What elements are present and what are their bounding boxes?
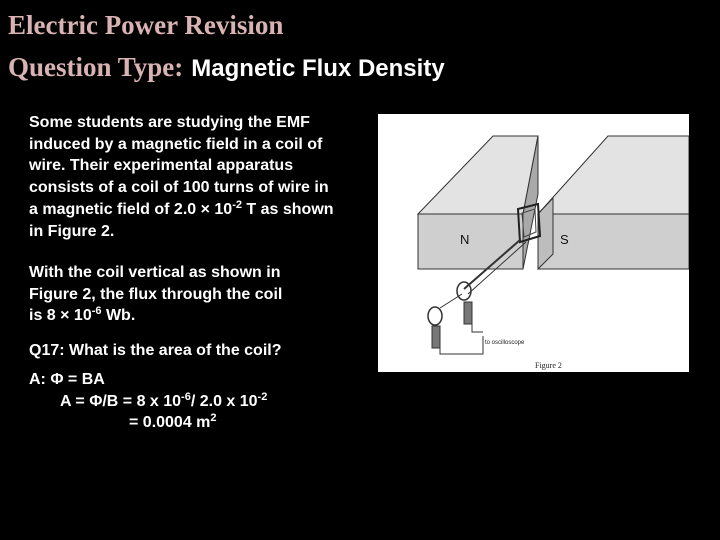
wire-lower xyxy=(440,336,483,354)
text-line: wire. Their experimental apparatus xyxy=(29,157,294,175)
answer-line: A: Φ = BA xyxy=(29,371,105,388)
oscilloscope-label: to oscilloscope xyxy=(485,340,525,346)
question-type-value: Magnetic Flux Density xyxy=(191,55,445,82)
apparatus-figure xyxy=(378,114,689,372)
exponent: -2 xyxy=(232,198,242,211)
terminal-lower xyxy=(432,326,440,348)
text-line: is $8 \times 10^{-6}$ Wb. xyxy=(29,305,136,325)
exponent: -2 xyxy=(257,390,268,403)
text-line: a magnetic field of $2.0 \times 10^{-2}$ T as shown xyxy=(29,198,334,218)
text-line: Figure 2, the flux through the coil xyxy=(29,285,283,303)
magnet-n-label: N xyxy=(460,232,470,247)
answer-line: = 0.0004 $m^2$ xyxy=(129,412,217,432)
wire-upper xyxy=(472,324,483,332)
magnet-n-front xyxy=(418,214,523,269)
figure-caption: Figure 2 xyxy=(535,361,562,370)
exponent: -6 xyxy=(91,305,102,318)
exponent: 2 xyxy=(210,412,217,425)
answer-line: A = Φ/B = 8 x $10^{-6}/$ 2.0 x $10^{-2}$ xyxy=(60,390,268,410)
probe-ring-lower xyxy=(428,307,442,325)
magnet-s-label: S xyxy=(560,232,569,247)
text-line: induced by a magnetic field in a coil of xyxy=(29,135,323,153)
magnet-s-top xyxy=(538,136,689,214)
intro-paragraph xyxy=(29,112,334,242)
exponent: -6 xyxy=(181,390,191,403)
text-line: in Figure 2. xyxy=(29,222,115,240)
apparatus-diagram xyxy=(378,114,689,372)
magnet-n-top xyxy=(418,136,538,214)
answer-block xyxy=(29,369,267,434)
flux-paragraph xyxy=(29,262,282,327)
probe-ring-upper xyxy=(457,282,471,300)
question-type-prefix: Question Type: xyxy=(8,52,184,82)
slide-title: Electric Power Revision xyxy=(8,10,284,40)
text-line: consists of a coil of 100 turns of wire in xyxy=(29,179,329,197)
text-line: With the coil vertical as shown in xyxy=(29,264,281,281)
lead-wire xyxy=(440,294,462,308)
terminal-upper xyxy=(464,302,472,324)
question-text: Q17: What is the area of the coil? xyxy=(29,342,282,359)
text-line: Some students are studying the EMF xyxy=(29,114,310,131)
question-type-line xyxy=(8,54,445,81)
